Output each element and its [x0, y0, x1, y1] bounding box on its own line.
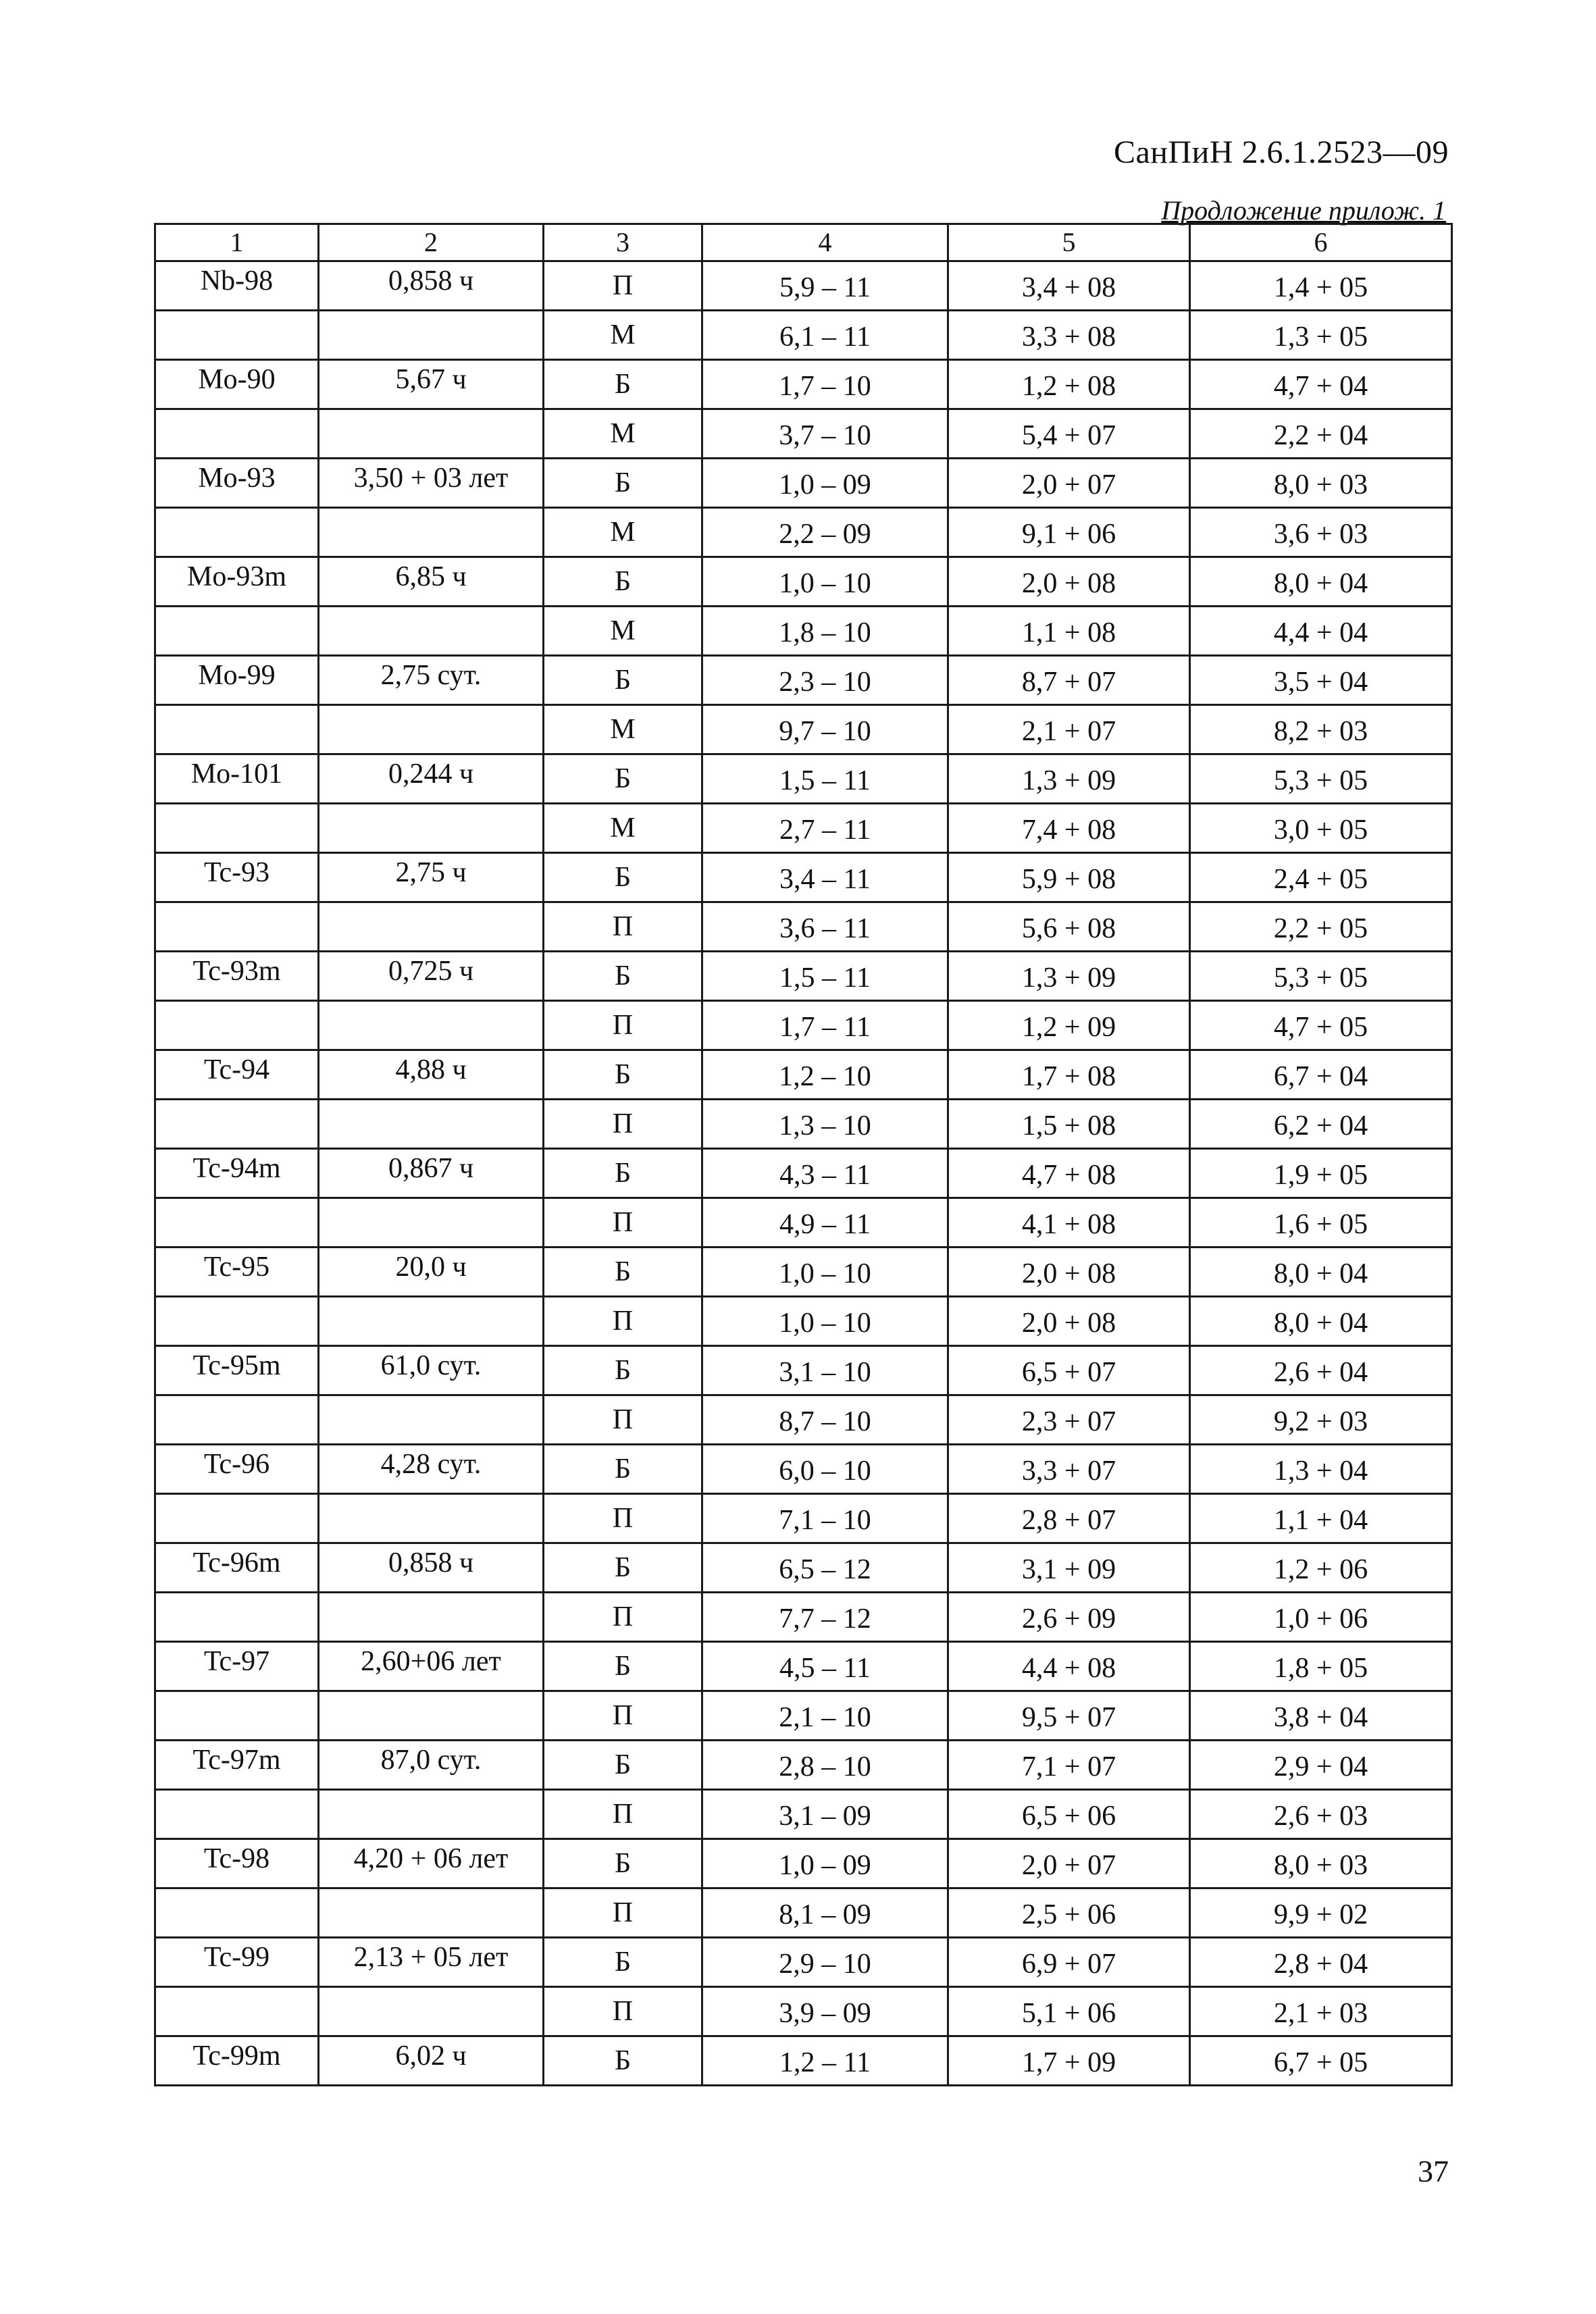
concentration-cell: 4,4 + 04 — [1190, 607, 1452, 656]
table-row — [155, 409, 1452, 459]
compound-type-cell: П — [544, 1100, 702, 1149]
compound-type-cell: Б — [544, 360, 702, 409]
nuclide-cell: Mo-93m — [155, 557, 319, 607]
table-row — [155, 705, 1452, 754]
nuclide-cell: Tc-96m — [155, 1543, 319, 1593]
table-row — [155, 1543, 1452, 1593]
compound-type-cell: Б — [544, 1938, 702, 1987]
half-life-cell — [319, 1593, 544, 1642]
coefficient-cell: 7,1 – 10 — [702, 1494, 948, 1543]
limit-cell: 1,2 + 08 — [948, 360, 1190, 409]
limit-cell: 4,1 + 08 — [948, 1198, 1190, 1248]
continuation-note: Продложение прилож. 1 — [1161, 195, 1446, 226]
half-life-cell: 0,867 ч — [319, 1149, 544, 1198]
concentration-cell: 2,6 + 04 — [1190, 1346, 1452, 1395]
limit-cell: 1,3 + 09 — [948, 754, 1190, 804]
half-life-cell — [319, 1494, 544, 1543]
compound-type-cell: Б — [544, 557, 702, 607]
limit-cell: 5,6 + 08 — [948, 902, 1190, 952]
limit-cell: 2,0 + 08 — [948, 1297, 1190, 1346]
limit-cell: 5,4 + 07 — [948, 409, 1190, 459]
table-row — [155, 1593, 1452, 1642]
nuclide-cell: Tc-94 — [155, 1050, 319, 1100]
half-life-cell — [319, 1691, 544, 1741]
limit-cell: 2,3 + 07 — [948, 1395, 1190, 1445]
limit-cell: 8,7 + 07 — [948, 656, 1190, 705]
compound-type-cell: Б — [544, 952, 702, 1001]
limit-cell: 2,1 + 07 — [948, 705, 1190, 754]
nuclide-cell: Mo-90 — [155, 360, 319, 409]
limit-cell: 1,7 + 08 — [948, 1050, 1190, 1100]
coefficient-cell: 1,8 – 10 — [702, 607, 948, 656]
table-row — [155, 1888, 1452, 1938]
concentration-cell: 2,6 + 03 — [1190, 1790, 1452, 1839]
limit-cell: 6,9 + 07 — [948, 1938, 1190, 1987]
limit-cell: 6,5 + 06 — [948, 1790, 1190, 1839]
nuclide-cell: Tc-95 — [155, 1248, 319, 1297]
half-life-cell — [319, 607, 544, 656]
compound-type-cell: Б — [544, 459, 702, 508]
coefficient-cell: 1,5 – 11 — [702, 754, 948, 804]
table-row — [155, 1839, 1452, 1888]
table-row — [155, 1691, 1452, 1741]
coefficient-cell: 3,1 – 10 — [702, 1346, 948, 1395]
half-life-cell: 0,858 ч — [319, 261, 544, 311]
concentration-cell: 1,9 + 05 — [1190, 1149, 1452, 1198]
table-row — [155, 853, 1452, 902]
half-life-cell: 4,20 + 06 лет — [319, 1839, 544, 1888]
compound-type-cell: Б — [544, 1543, 702, 1593]
nuclide-cell: Tc-98 — [155, 1839, 319, 1888]
nuclide-cell — [155, 1494, 319, 1543]
document-code: СанПиН 2.6.1.2523—09 — [1113, 134, 1449, 170]
coefficient-cell: 7,7 – 12 — [702, 1593, 948, 1642]
nuclide-cell — [155, 1888, 319, 1938]
compound-type-cell: М — [544, 508, 702, 557]
compound-type-cell: Б — [544, 1642, 702, 1691]
compound-type-cell: П — [544, 1494, 702, 1543]
half-life-cell — [319, 1888, 544, 1938]
limit-cell: 9,1 + 06 — [948, 508, 1190, 557]
nuclide-cell — [155, 902, 319, 952]
coefficient-cell: 3,6 – 11 — [702, 902, 948, 952]
concentration-cell: 2,8 + 04 — [1190, 1938, 1452, 1987]
coefficient-cell: 2,8 – 10 — [702, 1741, 948, 1790]
column-header: 2 — [319, 224, 544, 261]
compound-type-cell: Б — [544, 1050, 702, 1100]
half-life-cell: 4,28 сут. — [319, 1445, 544, 1494]
compound-type-cell: М — [544, 705, 702, 754]
concentration-cell: 2,2 + 05 — [1190, 902, 1452, 952]
limit-cell: 1,5 + 08 — [948, 1100, 1190, 1149]
concentration-cell: 2,9 + 04 — [1190, 1741, 1452, 1790]
half-life-cell — [319, 508, 544, 557]
nuclide-cell — [155, 705, 319, 754]
table-row — [155, 1494, 1452, 1543]
limit-cell: 2,6 + 09 — [948, 1593, 1190, 1642]
half-life-cell — [319, 1198, 544, 1248]
half-life-cell — [319, 409, 544, 459]
coefficient-cell: 1,3 – 10 — [702, 1100, 948, 1149]
compound-type-cell: Б — [544, 853, 702, 902]
nuclide-cell: Tc-94m — [155, 1149, 319, 1198]
column-header: 5 — [948, 224, 1190, 261]
limit-cell: 1,1 + 08 — [948, 607, 1190, 656]
table-row — [155, 656, 1452, 705]
compound-type-cell: П — [544, 1198, 702, 1248]
compound-type-cell: М — [544, 804, 702, 853]
concentration-cell: 4,7 + 05 — [1190, 1001, 1452, 1050]
coefficient-cell: 8,7 – 10 — [702, 1395, 948, 1445]
half-life-cell: 4,88 ч — [319, 1050, 544, 1100]
nuclide-cell: Tc-93m — [155, 952, 319, 1001]
half-life-cell: 87,0 сут. — [319, 1741, 544, 1790]
compound-type-cell: Б — [544, 1741, 702, 1790]
table-row — [155, 360, 1452, 409]
half-life-cell: 2,13 + 05 лет — [319, 1938, 544, 1987]
concentration-cell: 1,3 + 05 — [1190, 311, 1452, 360]
compound-type-cell: Б — [544, 656, 702, 705]
coefficient-cell: 9,7 – 10 — [702, 705, 948, 754]
compound-type-cell: Б — [544, 1839, 702, 1888]
limit-cell: 1,2 + 09 — [948, 1001, 1190, 1050]
table-row — [155, 754, 1452, 804]
nuclide-cell — [155, 1593, 319, 1642]
table-row — [155, 1790, 1452, 1839]
nuclide-cell — [155, 804, 319, 853]
compound-type-cell: Б — [544, 1248, 702, 1297]
limit-cell: 4,4 + 08 — [948, 1642, 1190, 1691]
half-life-cell: 6,85 ч — [319, 557, 544, 607]
half-life-cell: 2,75 сут. — [319, 656, 544, 705]
concentration-cell: 8,0 + 03 — [1190, 1839, 1452, 1888]
limit-cell: 3,3 + 07 — [948, 1445, 1190, 1494]
page-number: 37 — [1418, 2154, 1449, 2188]
coefficient-cell: 1,0 – 10 — [702, 1297, 948, 1346]
half-life-cell — [319, 902, 544, 952]
concentration-cell: 6,7 + 05 — [1190, 2036, 1452, 2086]
coefficient-cell: 1,7 – 11 — [702, 1001, 948, 1050]
compound-type-cell: П — [544, 1001, 702, 1050]
limit-cell: 5,9 + 08 — [948, 853, 1190, 902]
table-row — [155, 1445, 1452, 1494]
table-row — [155, 1050, 1452, 1100]
coefficient-cell: 1,5 – 11 — [702, 952, 948, 1001]
nuclide-cell — [155, 1790, 319, 1839]
half-life-cell: 0,244 ч — [319, 754, 544, 804]
compound-type-cell: П — [544, 1888, 702, 1938]
concentration-cell: 2,1 + 03 — [1190, 1987, 1452, 2036]
limit-cell: 3,3 + 08 — [948, 311, 1190, 360]
half-life-cell: 6,02 ч — [319, 2036, 544, 2086]
column-header: 4 — [702, 224, 948, 261]
table-row — [155, 804, 1452, 853]
table-row — [155, 1100, 1452, 1149]
concentration-cell: 5,3 + 05 — [1190, 754, 1452, 804]
compound-type-cell: П — [544, 1691, 702, 1741]
coefficient-cell: 3,9 – 09 — [702, 1987, 948, 2036]
limit-cell: 6,5 + 07 — [948, 1346, 1190, 1395]
nuclide-cell: Mo-99 — [155, 656, 319, 705]
compound-type-cell: П — [544, 1593, 702, 1642]
half-life-cell: 2,75 ч — [319, 853, 544, 902]
coefficient-cell: 1,0 – 10 — [702, 1248, 948, 1297]
coefficient-cell: 1,2 – 10 — [702, 1050, 948, 1100]
compound-type-cell: Б — [544, 1445, 702, 1494]
table-row — [155, 1987, 1452, 2036]
nuclide-cell — [155, 1987, 319, 2036]
half-life-cell — [319, 311, 544, 360]
half-life-cell — [319, 705, 544, 754]
table-row — [155, 1741, 1452, 1790]
half-life-cell: 2,60+06 лет — [319, 1642, 544, 1691]
concentration-cell: 1,6 + 05 — [1190, 1198, 1452, 1248]
half-life-cell — [319, 1987, 544, 2036]
coefficient-cell: 3,4 – 11 — [702, 853, 948, 902]
nuclide-cell: Tc-99m — [155, 2036, 319, 2086]
compound-type-cell: М — [544, 409, 702, 459]
coefficient-cell: 2,7 – 11 — [702, 804, 948, 853]
table-row — [155, 1642, 1452, 1691]
concentration-cell: 8,0 + 04 — [1190, 557, 1452, 607]
coefficient-cell: 1,0 – 09 — [702, 459, 948, 508]
nuclide-cell — [155, 1001, 319, 1050]
coefficient-cell: 2,9 – 10 — [702, 1938, 948, 1987]
coefficient-cell: 6,0 – 10 — [702, 1445, 948, 1494]
coefficient-cell: 1,7 – 10 — [702, 360, 948, 409]
concentration-cell: 2,2 + 04 — [1190, 409, 1452, 459]
nuclide-cell — [155, 1395, 319, 1445]
half-life-cell: 3,50 + 03 лет — [319, 459, 544, 508]
limit-cell: 2,0 + 08 — [948, 557, 1190, 607]
table-row — [155, 1395, 1452, 1445]
concentration-cell: 8,0 + 04 — [1190, 1248, 1452, 1297]
concentration-cell: 6,2 + 04 — [1190, 1100, 1452, 1149]
half-life-cell: 61,0 сут. — [319, 1346, 544, 1395]
compound-type-cell: П — [544, 261, 702, 311]
concentration-cell: 1,2 + 06 — [1190, 1543, 1452, 1593]
coefficient-cell: 3,1 – 09 — [702, 1790, 948, 1839]
limit-cell: 2,0 + 07 — [948, 1839, 1190, 1888]
concentration-cell: 3,6 + 03 — [1190, 508, 1452, 557]
concentration-cell: 9,9 + 02 — [1190, 1888, 1452, 1938]
nuclide-cell — [155, 1297, 319, 1346]
table-row — [155, 902, 1452, 952]
table-row — [155, 952, 1452, 1001]
table-row — [155, 557, 1452, 607]
concentration-cell: 1,1 + 04 — [1190, 1494, 1452, 1543]
concentration-cell: 8,0 + 03 — [1190, 459, 1452, 508]
concentration-cell: 1,0 + 06 — [1190, 1593, 1452, 1642]
limit-cell: 7,4 + 08 — [948, 804, 1190, 853]
coefficient-cell: 1,2 – 11 — [702, 2036, 948, 2086]
half-life-cell: 5,67 ч — [319, 360, 544, 409]
coefficient-cell: 2,3 – 10 — [702, 656, 948, 705]
radionuclide-table — [154, 223, 1453, 2086]
concentration-cell: 1,4 + 05 — [1190, 261, 1452, 311]
coefficient-cell: 8,1 – 09 — [702, 1888, 948, 1938]
table-row — [155, 508, 1452, 557]
limit-cell: 9,5 + 07 — [948, 1691, 1190, 1741]
table-row — [155, 1198, 1452, 1248]
nuclide-cell: Tc-99 — [155, 1938, 319, 1987]
nuclide-cell: Mo-101 — [155, 754, 319, 804]
limit-cell: 1,7 + 09 — [948, 2036, 1190, 2086]
compound-type-cell: М — [544, 311, 702, 360]
column-header: 3 — [544, 224, 702, 261]
concentration-cell: 5,3 + 05 — [1190, 952, 1452, 1001]
half-life-cell: 0,858 ч — [319, 1543, 544, 1593]
coefficient-cell: 4,5 – 11 — [702, 1642, 948, 1691]
concentration-cell: 9,2 + 03 — [1190, 1395, 1452, 1445]
compound-type-cell: Б — [544, 2036, 702, 2086]
compound-type-cell: М — [544, 607, 702, 656]
half-life-cell — [319, 804, 544, 853]
coefficient-cell: 5,9 – 11 — [702, 261, 948, 311]
concentration-cell: 6,7 + 04 — [1190, 1050, 1452, 1100]
half-life-cell — [319, 1395, 544, 1445]
compound-type-cell: Б — [544, 1149, 702, 1198]
table-header — [155, 224, 1452, 261]
nuclide-cell — [155, 409, 319, 459]
limit-cell: 2,0 + 07 — [948, 459, 1190, 508]
table-row — [155, 1938, 1452, 1987]
table-row — [155, 2036, 1452, 2086]
concentration-cell: 1,8 + 05 — [1190, 1642, 1452, 1691]
compound-type-cell: П — [544, 902, 702, 952]
table-row — [155, 1248, 1452, 1297]
nuclide-cell — [155, 607, 319, 656]
coefficient-cell: 1,0 – 10 — [702, 557, 948, 607]
table-row — [155, 1346, 1452, 1395]
half-life-cell — [319, 1100, 544, 1149]
concentration-cell: 4,7 + 04 — [1190, 360, 1452, 409]
column-header: 1 — [155, 224, 319, 261]
concentration-cell: 2,4 + 05 — [1190, 853, 1452, 902]
table-row — [155, 459, 1452, 508]
limit-cell: 2,5 + 06 — [948, 1888, 1190, 1938]
limit-cell: 1,3 + 09 — [948, 952, 1190, 1001]
nuclide-cell: Tc-95m — [155, 1346, 319, 1395]
table-row — [155, 311, 1452, 360]
concentration-cell: 8,2 + 03 — [1190, 705, 1452, 754]
limit-cell: 2,0 + 08 — [948, 1248, 1190, 1297]
concentration-cell: 3,5 + 04 — [1190, 656, 1452, 705]
limit-cell: 5,1 + 06 — [948, 1987, 1190, 2036]
nuclide-cell: Nb-98 — [155, 261, 319, 311]
nuclide-cell — [155, 508, 319, 557]
nuclide-cell — [155, 1198, 319, 1248]
nuclide-cell: Tc-97m — [155, 1741, 319, 1790]
concentration-cell: 3,0 + 05 — [1190, 804, 1452, 853]
coefficient-cell: 3,7 – 10 — [702, 409, 948, 459]
limit-cell: 7,1 + 07 — [948, 1741, 1190, 1790]
coefficient-cell: 2,1 – 10 — [702, 1691, 948, 1741]
concentration-cell: 8,0 + 04 — [1190, 1297, 1452, 1346]
concentration-cell: 1,3 + 04 — [1190, 1445, 1452, 1494]
nuclide-cell: Tc-97 — [155, 1642, 319, 1691]
table-row — [155, 261, 1452, 311]
limit-cell: 3,1 + 09 — [948, 1543, 1190, 1593]
compound-type-cell: П — [544, 1790, 702, 1839]
table-row — [155, 1001, 1452, 1050]
nuclide-cell — [155, 311, 319, 360]
coefficient-cell: 2,2 – 09 — [702, 508, 948, 557]
compound-type-cell: Б — [544, 1346, 702, 1395]
half-life-cell — [319, 1297, 544, 1346]
half-life-cell: 20,0 ч — [319, 1248, 544, 1297]
coefficient-cell: 4,9 – 11 — [702, 1198, 948, 1248]
table-row — [155, 1297, 1452, 1346]
compound-type-cell: П — [544, 1297, 702, 1346]
limit-cell: 3,4 + 08 — [948, 261, 1190, 311]
limit-cell: 4,7 + 08 — [948, 1149, 1190, 1198]
compound-type-cell: Б — [544, 754, 702, 804]
compound-type-cell: П — [544, 1987, 702, 2036]
coefficient-cell: 1,0 – 09 — [702, 1839, 948, 1888]
compound-type-cell: П — [544, 1395, 702, 1445]
nuclide-cell — [155, 1691, 319, 1741]
nuclide-cell: Tc-93 — [155, 853, 319, 902]
nuclide-cell — [155, 1100, 319, 1149]
coefficient-cell: 6,1 – 11 — [702, 311, 948, 360]
coefficient-cell: 4,3 – 11 — [702, 1149, 948, 1198]
nuclide-cell: Mo-93 — [155, 459, 319, 508]
half-life-cell — [319, 1790, 544, 1839]
concentration-cell: 3,8 + 04 — [1190, 1691, 1452, 1741]
header-row — [155, 224, 1452, 261]
limit-cell: 2,8 + 07 — [948, 1494, 1190, 1543]
half-life-cell — [319, 1001, 544, 1050]
half-life-cell: 0,725 ч — [319, 952, 544, 1001]
coefficient-cell: 6,5 – 12 — [702, 1543, 948, 1593]
table-row — [155, 1149, 1452, 1198]
table-body — [155, 261, 1452, 2086]
nuclide-cell: Tc-96 — [155, 1445, 319, 1494]
column-header: 6 — [1190, 224, 1452, 261]
table-row — [155, 607, 1452, 656]
